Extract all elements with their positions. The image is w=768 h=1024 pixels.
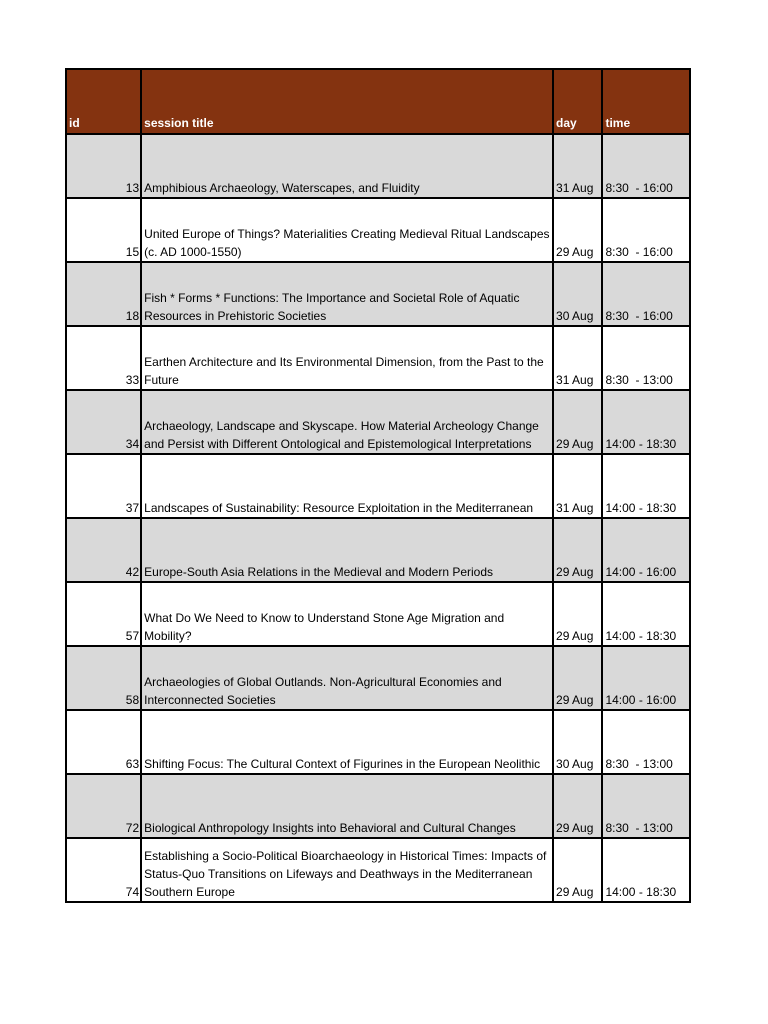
table-row bbox=[66, 134, 690, 198]
cell-session-title: United Europe of Things? Materialities Creating Medieval Ritual Landscapes (c. AD 1000-1550) bbox=[141, 198, 553, 262]
table-row bbox=[66, 390, 690, 454]
cell-time: 8:30 - 13:00 bbox=[602, 326, 690, 390]
cell-day: 29 Aug bbox=[553, 774, 602, 838]
cell-session-title: Shifting Focus: The Cultural Context of Figurines in the European Neolithic bbox=[141, 710, 553, 774]
cell-day: 31 Aug bbox=[553, 134, 602, 198]
cell-id: 13 bbox=[66, 134, 141, 198]
cell-session-title: Fish * Forms * Functions: The Importance and Societal Role of Aquatic Resources in Prehistoric Societies bbox=[141, 262, 553, 326]
session-table bbox=[65, 68, 691, 903]
cell-day: 29 Aug bbox=[553, 582, 602, 646]
cell-time: 14:00 - 16:00 bbox=[602, 646, 690, 710]
cell-day: 31 Aug bbox=[553, 454, 602, 518]
cell-time: 14:00 - 18:30 bbox=[602, 454, 690, 518]
cell-id: 63 bbox=[66, 710, 141, 774]
table-row bbox=[66, 262, 690, 326]
cell-id: 18 bbox=[66, 262, 141, 326]
cell-id: 15 bbox=[66, 198, 141, 262]
cell-day: 29 Aug bbox=[553, 198, 602, 262]
cell-day: 29 Aug bbox=[553, 838, 602, 902]
cell-id: 34 bbox=[66, 390, 141, 454]
table-row bbox=[66, 582, 690, 646]
cell-time: 8:30 - 16:00 bbox=[602, 262, 690, 326]
cell-id: 42 bbox=[66, 518, 141, 582]
header-session-title: session title bbox=[141, 69, 553, 134]
cell-time: 8:30 - 13:00 bbox=[602, 774, 690, 838]
cell-time: 8:30 - 16:00 bbox=[602, 134, 690, 198]
cell-time: 8:30 - 16:00 bbox=[602, 198, 690, 262]
cell-session-title: What Do We Need to Know to Understand Stone Age Migration and Mobility? bbox=[141, 582, 553, 646]
cell-day: 30 Aug bbox=[553, 710, 602, 774]
cell-session-title: Europe-South Asia Relations in the Medieval and Modern Periods bbox=[141, 518, 553, 582]
table-row bbox=[66, 198, 690, 262]
cell-session-title: Archaeology, Landscape and Skyscape. How Material Archeology Change and Persist with Different Ontological and Epistemological Interpretations bbox=[141, 390, 553, 454]
cell-id: 74 bbox=[66, 838, 141, 902]
table-row bbox=[66, 774, 690, 838]
cell-session-title: Archaeologies of Global Outlands. Non-Agricultural Economies and Interconnected Societies bbox=[141, 646, 553, 710]
header-id: id bbox=[66, 69, 141, 134]
cell-session-title: Biological Anthropology Insights into Behavioral and Cultural Changes bbox=[141, 774, 553, 838]
cell-id: 58 bbox=[66, 646, 141, 710]
cell-day: 29 Aug bbox=[553, 390, 602, 454]
cell-day: 29 Aug bbox=[553, 518, 602, 582]
table-row bbox=[66, 838, 690, 902]
cell-session-title: Earthen Architecture and Its Environmental Dimension, from the Past to the Future bbox=[141, 326, 553, 390]
cell-id: 33 bbox=[66, 326, 141, 390]
table-row bbox=[66, 326, 690, 390]
cell-time: 14:00 - 18:30 bbox=[602, 390, 690, 454]
cell-id: 37 bbox=[66, 454, 141, 518]
cell-session-title: Amphibious Archaeology, Waterscapes, and Fluidity bbox=[141, 134, 553, 198]
cell-id: 72 bbox=[66, 774, 141, 838]
header-time: time bbox=[602, 69, 690, 134]
table-row bbox=[66, 454, 690, 518]
header-row bbox=[66, 69, 690, 134]
table-row bbox=[66, 710, 690, 774]
table-row bbox=[66, 518, 690, 582]
cell-id: 57 bbox=[66, 582, 141, 646]
cell-time: 14:00 - 18:30 bbox=[602, 838, 690, 902]
table-row bbox=[66, 646, 690, 710]
cell-time: 8:30 - 13:00 bbox=[602, 710, 690, 774]
table-header bbox=[66, 69, 690, 134]
cell-day: 31 Aug bbox=[553, 326, 602, 390]
cell-session-title: Establishing a Socio-Political Bioarchaeology in Historical Times: Impacts of Status-Quo Transitions on Lifeways and Deathways in the Mediterranean Southern Europe bbox=[141, 838, 553, 902]
cell-time: 14:00 - 18:30 bbox=[602, 582, 690, 646]
header-day: day bbox=[553, 69, 602, 134]
cell-day: 30 Aug bbox=[553, 262, 602, 326]
table-body bbox=[66, 134, 690, 902]
cell-time: 14:00 - 16:00 bbox=[602, 518, 690, 582]
cell-session-title: Landscapes of Sustainability: Resource Exploitation in the Mediterranean bbox=[141, 454, 553, 518]
cell-day: 29 Aug bbox=[553, 646, 602, 710]
